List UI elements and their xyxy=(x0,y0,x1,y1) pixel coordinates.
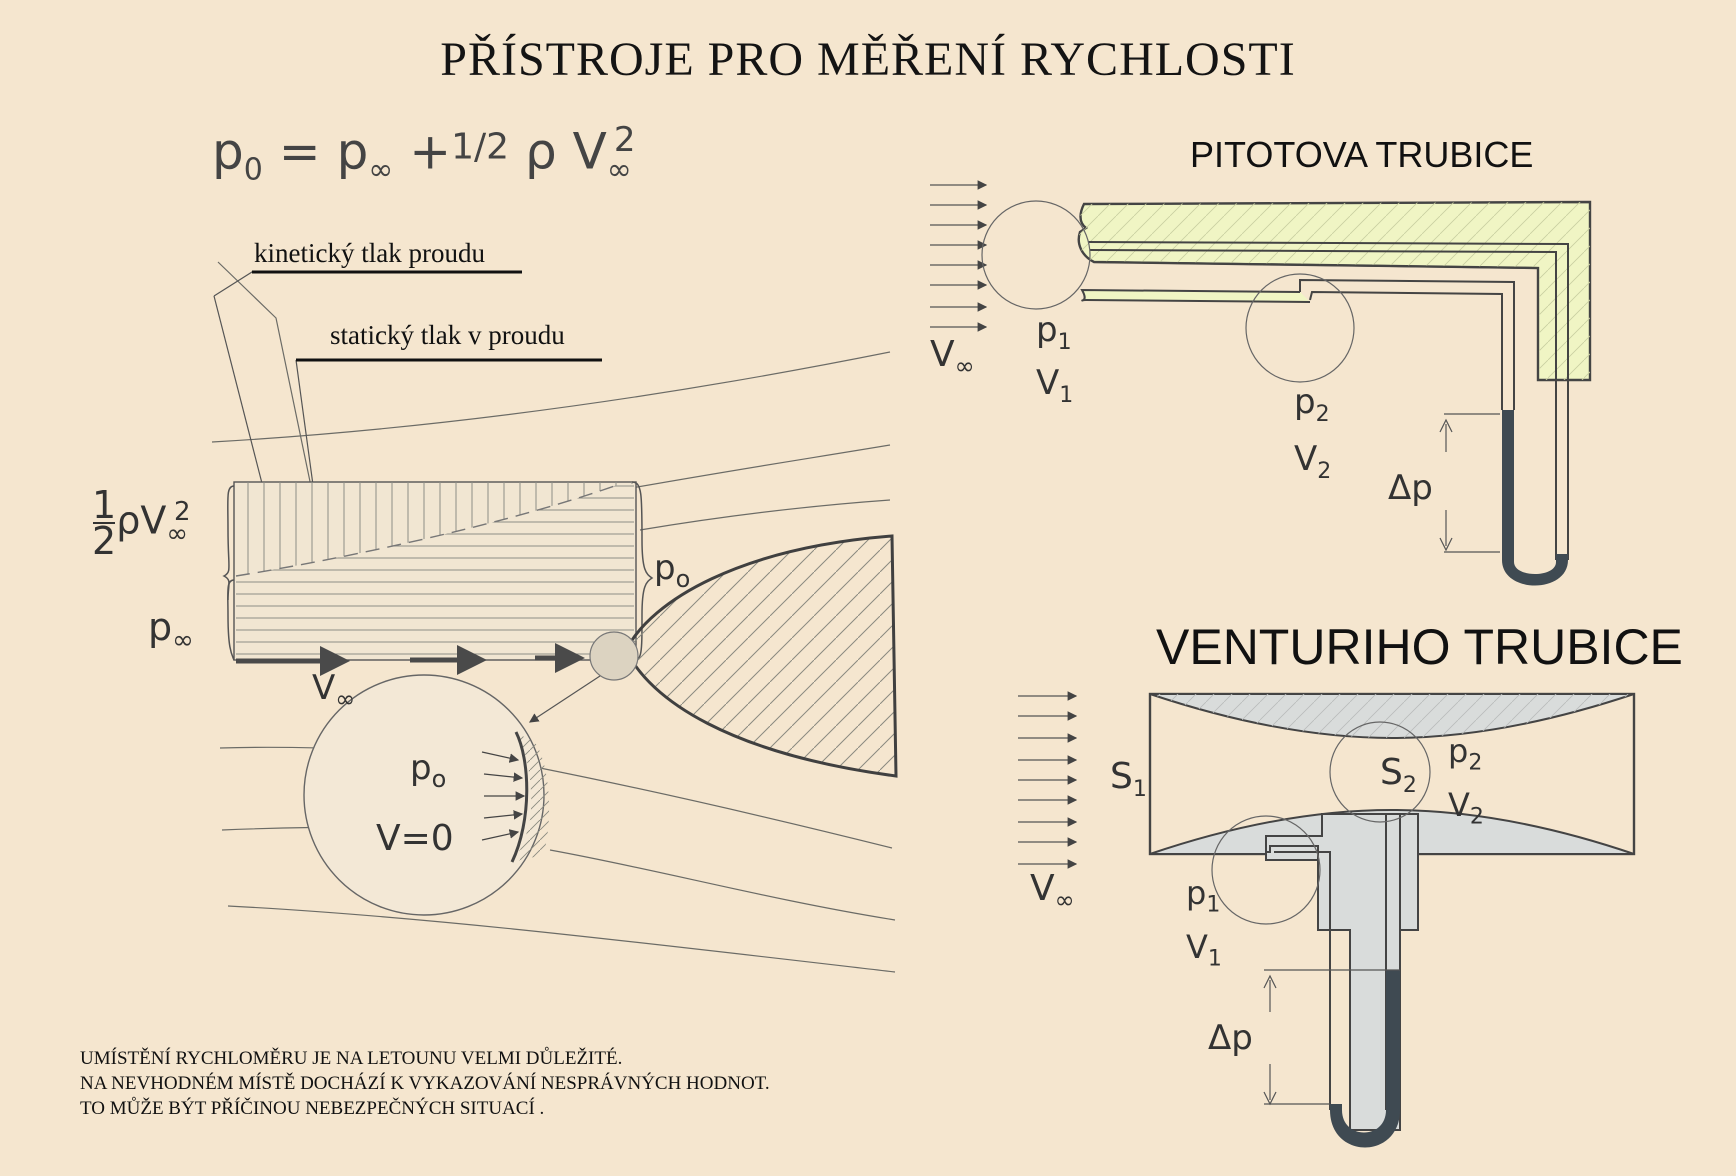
pitot-v2-letter: V xyxy=(1294,438,1318,479)
magnifier-pressure-label xyxy=(410,748,446,793)
venturi-p2-sub: 2 xyxy=(1468,750,1483,776)
pitot-p2 xyxy=(1294,380,1331,494)
half-numerator: 1 xyxy=(92,483,117,527)
magnifier-velocity-label: V=0 xyxy=(376,818,454,859)
p0-right: p xyxy=(654,548,676,588)
venturi-v-inf xyxy=(1030,868,1075,914)
formula-p0: p xyxy=(212,122,244,181)
pitot-v1-letter: V xyxy=(1036,362,1060,403)
venturi-v-inf-sub: ∞ xyxy=(1054,886,1075,915)
dynamic-v-sub: ∞ xyxy=(166,519,188,550)
pitot-p1-letter: p xyxy=(1036,310,1058,350)
static-pressure-symbol xyxy=(148,605,194,656)
pressure-bar xyxy=(234,482,636,660)
venturi-s1-sub: 1 xyxy=(1132,777,1147,803)
half-denominator: 2 xyxy=(92,519,117,563)
pitot-dimension xyxy=(1440,414,1500,552)
formula-plus: + xyxy=(409,122,452,181)
venturi-p2 xyxy=(1448,730,1484,839)
pitot-p1 xyxy=(1036,310,1073,416)
dynamic-v-sup: 2 xyxy=(173,496,191,527)
venturi-s2-sub: 2 xyxy=(1402,773,1417,799)
venturi-p1-sub: 1 xyxy=(1206,892,1221,918)
pitot-inflow-arrows xyxy=(930,185,986,327)
pitot-v-inf xyxy=(930,334,975,380)
venturi-s1 xyxy=(1110,756,1147,802)
formula-rho: ρ xyxy=(524,122,557,181)
venturi-s1-letter: S xyxy=(1110,756,1133,797)
magnifier-p: p xyxy=(410,748,432,788)
formula-equals: = xyxy=(278,122,321,181)
bernoulli-formula xyxy=(212,120,653,188)
formula-pinf-sub: ∞ xyxy=(368,152,394,188)
venturi-p2-letter: p xyxy=(1448,732,1469,770)
warning-note xyxy=(80,1046,770,1121)
venturi-p1-letter: p xyxy=(1186,874,1207,912)
venturi-s2 xyxy=(1380,752,1417,798)
stagnation-point xyxy=(590,632,638,680)
note-line-2: NA NEVHODNÉM MÍSTĚ DOCHÁZÍ K VYKAZOVÁNÍ NESPRÁVNÝCH HODNOT. xyxy=(80,1073,770,1094)
p-inf-sub: ∞ xyxy=(172,625,194,656)
pitot-v-inf-sub: ∞ xyxy=(954,352,975,381)
venturi-p1 xyxy=(1186,872,1222,981)
dynamic-rho: ρ xyxy=(116,498,141,543)
venturi-heading: VENTURIHO TRUBICE xyxy=(1156,619,1683,675)
note-line-1: UMÍSTĚNÍ RYCHLOMĚRU JE NA LETOUNU VELMI DŮLEŽITÉ. xyxy=(80,1048,623,1069)
v-inf-flow: V xyxy=(312,668,336,708)
venturi-v2-sub: 2 xyxy=(1469,804,1484,830)
formula-pinf: p xyxy=(336,122,369,181)
magnifier-leader xyxy=(530,676,600,722)
formula-v-sup: 2 xyxy=(613,120,636,160)
page-title: PŘÍSTROJE PRO MĚŘENÍ RYCHLOSTI xyxy=(440,33,1296,86)
venturi-v1-letter: V xyxy=(1186,928,1208,967)
free-stream-velocity-label xyxy=(312,668,355,713)
static-pressure-label: statický tlak v proudu xyxy=(330,320,565,350)
venturi-v2-letter: V xyxy=(1448,786,1470,825)
formula-half: 1/2 xyxy=(451,126,510,168)
kinetic-pressure-label: kinetický tlak proudu xyxy=(254,238,485,268)
venturi-v1-sub: 1 xyxy=(1207,946,1222,972)
pitot-p2-letter: p xyxy=(1294,382,1316,422)
p-inf: p xyxy=(148,605,173,649)
venturi-s2-letter: S xyxy=(1380,752,1403,793)
v-inf-flow-sub: ∞ xyxy=(335,684,356,713)
venturi-delta-p: Δp xyxy=(1208,1018,1253,1058)
pitot-v2-sub: 2 xyxy=(1317,458,1332,484)
formula-v: V xyxy=(572,122,607,181)
formula-v-sub: ∞ xyxy=(606,152,632,188)
total-pressure-symbol xyxy=(654,548,690,593)
venturi-inflow-arrows xyxy=(1018,696,1076,864)
pitot-v-inf-letter: V xyxy=(930,334,955,375)
pitot-delta-p: Δp xyxy=(1388,468,1433,508)
pitot-heading: PITOTOVA TRUBICE xyxy=(1190,134,1534,175)
pitot-v1-sub: 1 xyxy=(1059,382,1074,408)
p0-right-sub: o xyxy=(675,564,691,593)
magnifier-p-sub: o xyxy=(431,764,447,793)
pitot-p2-sub: 2 xyxy=(1315,401,1330,427)
dynamic-v: V xyxy=(140,498,167,543)
venturi-v-inf-letter: V xyxy=(1030,868,1055,909)
pitot-p1-sub: 1 xyxy=(1057,329,1072,355)
formula-p0-sub: 0 xyxy=(243,152,263,188)
dynamic-term-label xyxy=(92,483,205,563)
note-line-3: TO MŮŽE BÝT PŘÍČINOU NEBEZPEČNÝCH SITUACÍ . xyxy=(80,1098,545,1119)
